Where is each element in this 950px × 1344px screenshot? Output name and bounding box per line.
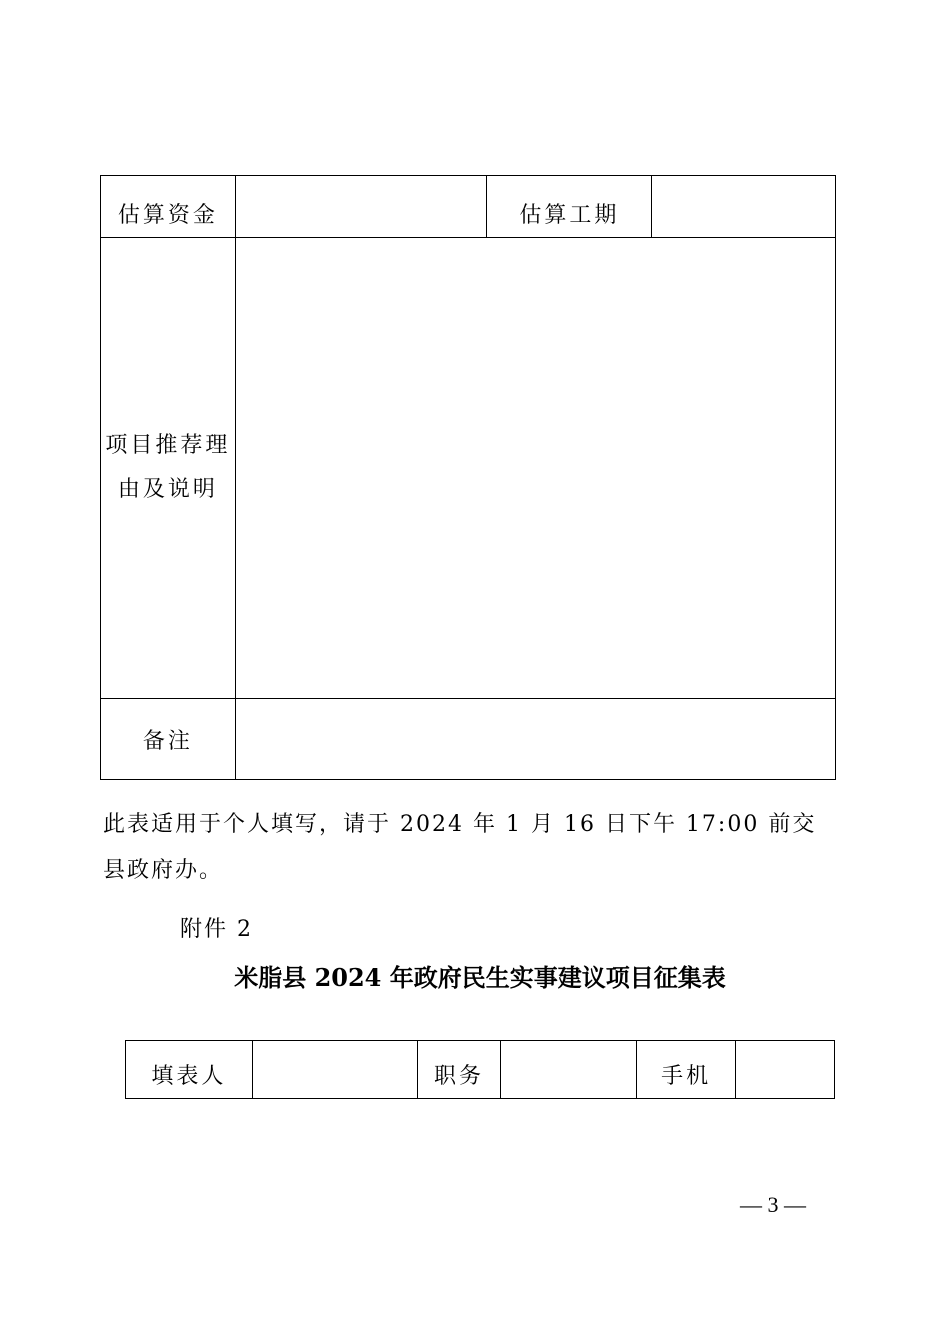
est-period-field[interactable] xyxy=(652,176,836,238)
project-info-table xyxy=(100,175,836,780)
filler-label: 填表人 xyxy=(126,1041,253,1099)
reason-label-line2: 由及说明 xyxy=(117,477,218,502)
phone-label: 手机 xyxy=(637,1041,736,1099)
attachment-label: 附件 2 xyxy=(180,917,253,942)
est-funds-field[interactable] xyxy=(235,176,487,238)
position-label: 职务 xyxy=(417,1041,501,1099)
est-period-label: 估算工期 xyxy=(487,176,652,238)
page-number: — 3 — xyxy=(740,1192,806,1217)
phone-field[interactable] xyxy=(736,1041,835,1099)
remark-label: 备注 xyxy=(101,699,236,780)
position-field[interactable] xyxy=(501,1041,637,1099)
filler-field[interactable] xyxy=(252,1041,417,1099)
reason-label xyxy=(101,238,236,699)
form-title: 米脂县 2024 年政府民生实事建议项目征集表 xyxy=(234,963,726,992)
remark-field[interactable] xyxy=(235,699,835,780)
reason-label-line1: 项目推荐理 xyxy=(105,433,231,458)
filler-info-table xyxy=(125,1040,835,1099)
est-funds-label: 估算资金 xyxy=(101,176,236,238)
fill-instruction-note: 此表适用于个人填写，请于 2024 年 1 月 16 日下午 17:00 前交县政府办。 xyxy=(103,812,817,883)
reason-field[interactable] xyxy=(235,238,835,699)
